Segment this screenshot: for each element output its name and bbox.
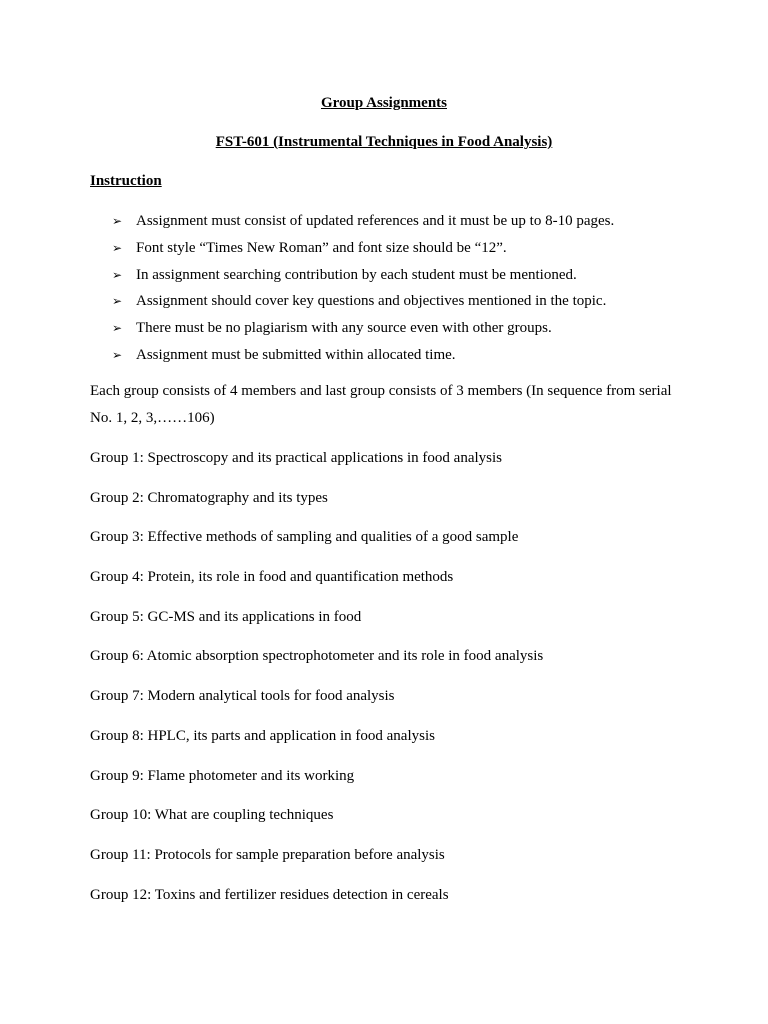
instruction-text: In assignment searching contribution by each student must be mentioned. bbox=[136, 266, 577, 283]
arrow-bullet-icon: ➢ bbox=[112, 321, 123, 336]
instruction-item bbox=[112, 318, 614, 345]
group-topic: Group 10: What are coupling techniques bbox=[90, 807, 334, 824]
instruction-heading: Instruction bbox=[90, 173, 162, 189]
instruction-item bbox=[112, 345, 614, 372]
instruction-text: Assignment must consist of updated references and it must be up to 8-10 pages. bbox=[136, 213, 615, 229]
arrow-bullet-icon: ➢ bbox=[112, 240, 123, 255]
instruction-item bbox=[112, 265, 614, 292]
group-topic: Group 11: Protocols for sample preparation before analysis bbox=[90, 846, 445, 863]
arrow-bullet-icon: ➢ bbox=[112, 267, 123, 282]
instruction-text: Font style “Times New Roman” and font size should be “12”. bbox=[136, 239, 507, 256]
group-topic: Group 1: Spectroscopy and its practical applications in food analysis bbox=[90, 450, 502, 466]
group-topic: Group 5: GC-MS and its applications in food bbox=[90, 608, 362, 625]
arrow-bullet-icon: ➢ bbox=[112, 347, 123, 362]
group-topic: Group 4: Protein, its role in food and quantification methods bbox=[90, 569, 454, 586]
group-topic: Group 2: Chromatography and its types bbox=[90, 489, 328, 506]
group-topic: Group 6: Atomic absorption spectrophotometer and its role in food analysis bbox=[90, 648, 544, 665]
instruction-text: There must be no plagiarism with any source even with other groups. bbox=[136, 320, 552, 337]
group-composition-note: Each group consists of 4 members and last group consists of 3 members (In sequence from serial No. 1, 2, 3,……106) bbox=[90, 383, 672, 426]
instruction-item bbox=[112, 211, 614, 238]
instruction-text: Assignment must be submitted within allocated time. bbox=[136, 346, 456, 363]
page-title: Group Assignments bbox=[320, 95, 447, 111]
course-title: FST-601 (Instrumental Techniques in Food Analysis) bbox=[215, 134, 553, 150]
group-topic: Group 9: Flame photometer and its working bbox=[90, 767, 355, 784]
group-topic-list bbox=[90, 448, 543, 924]
instruction-item bbox=[112, 291, 614, 318]
instruction-text: Assignment should cover key questions and objectives mentioned in the topic. bbox=[136, 293, 607, 310]
arrow-bullet-icon: ➢ bbox=[112, 294, 123, 309]
instruction-item bbox=[112, 238, 614, 265]
group-topic: Group 8: HPLC, its parts and application in food analysis bbox=[90, 727, 435, 744]
instruction-list bbox=[112, 211, 614, 372]
arrow-bullet-icon: ➢ bbox=[112, 214, 123, 228]
group-topic: Group 12: Toxins and fertilizer residues detection in cereals bbox=[90, 886, 449, 903]
group-topic: Group 3: Effective methods of sampling and qualities of a good sample bbox=[90, 529, 519, 546]
group-topic: Group 7: Modern analytical tools for food analysis bbox=[90, 688, 395, 705]
